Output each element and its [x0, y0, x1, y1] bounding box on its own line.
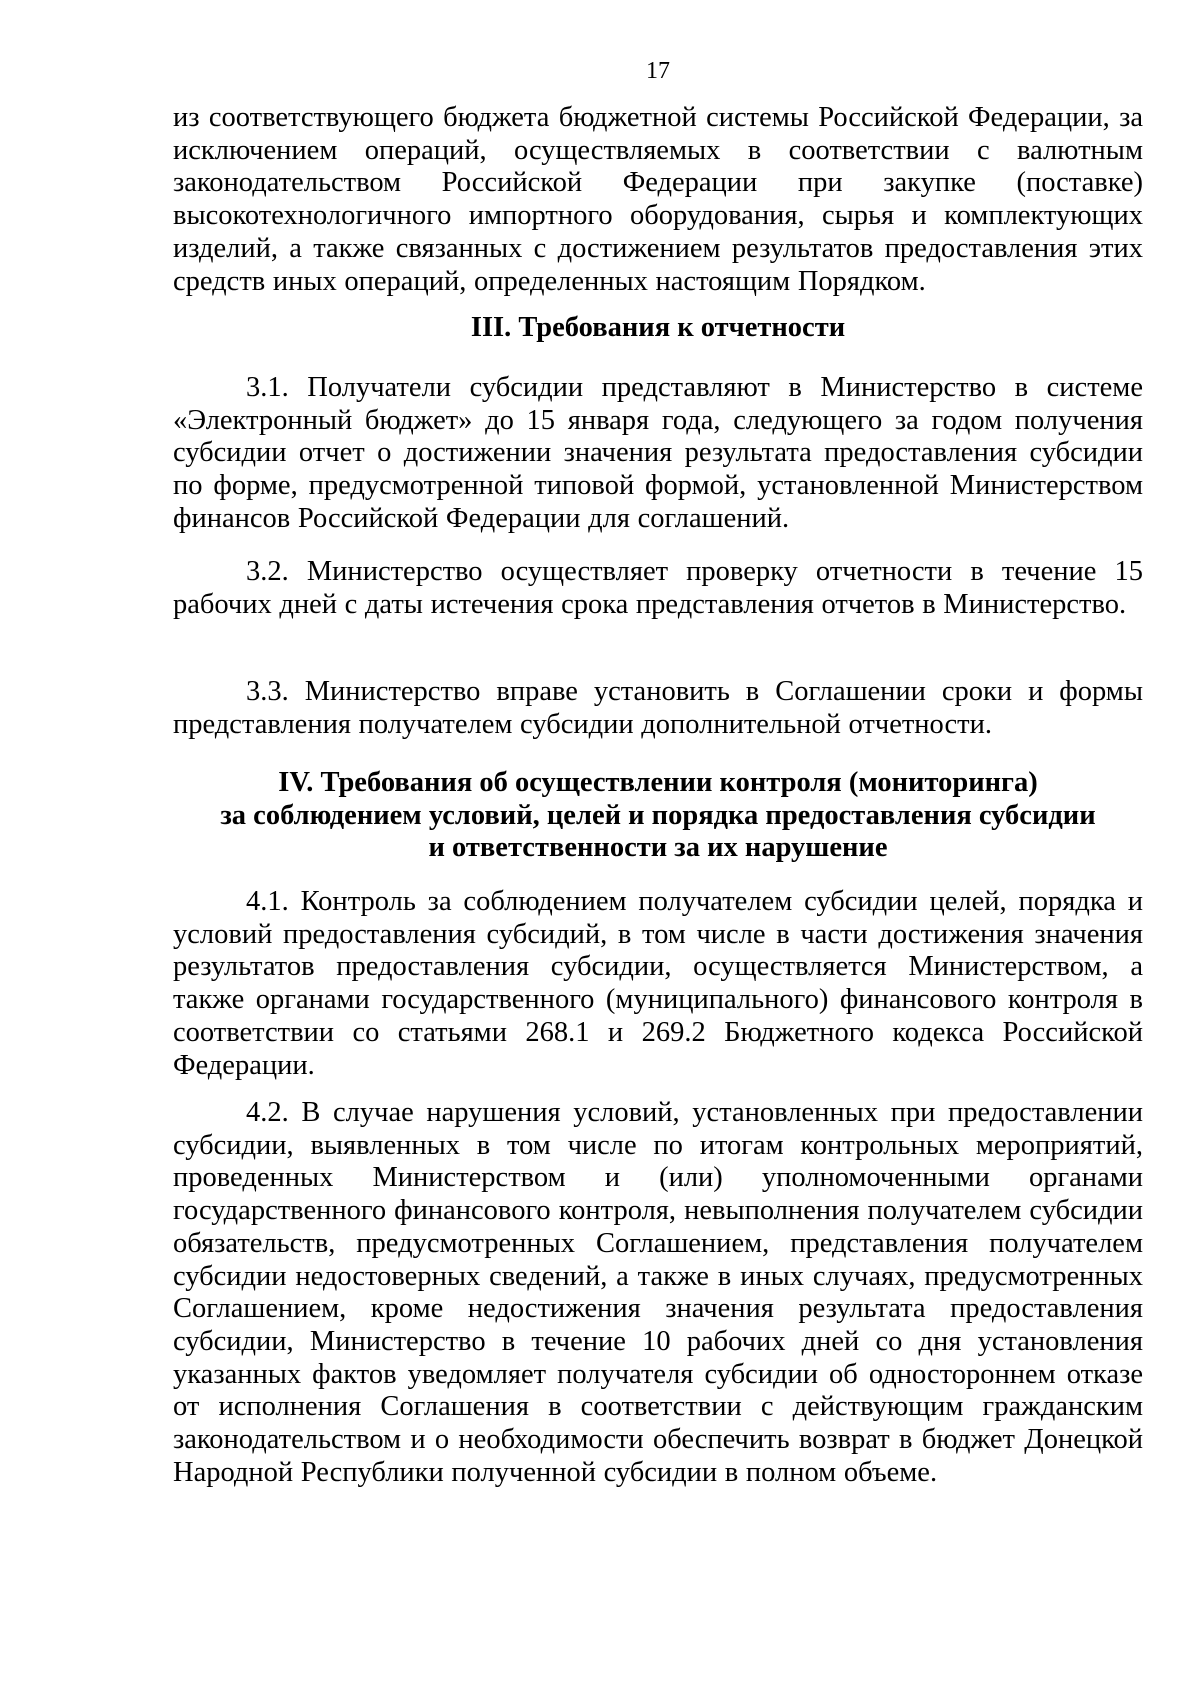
section-4-heading-line-3: и ответственности за их нарушение	[428, 832, 888, 863]
paragraph-3-2: 3.2. Министерство осуществляет проверку отчетности в течение 15 рабочих дней с даты истечения срока представления отчетов в Министерство.	[173, 556, 1143, 620]
section-4-heading-line-1: IV. Требования об осуществлении контроля (мониторинга)	[278, 767, 1038, 798]
page-number: 17	[646, 58, 670, 84]
section-3-heading: III. Требования к отчетности	[470, 312, 846, 343]
paragraph-4-1: 4.1. Контроль за соблюдением получателем субсидии целей, порядка и условий предоставления субсидий, в том числе в части достижения значения результатов предоставления субсидии, осуществляется Министерством, а также органами государственного (муниципального) финансового контроля в соответствии со статьями 268.1 и 269.2 Бюджетного кодекса Российской Федерации.	[173, 886, 1143, 1081]
paragraph-4-2: 4.2. В случае нарушения условий, установленных при предоставлении субсидии, выявленных в том числе по итогам контрольных мероприятий, проведенных Министерством и (или) уполномоченными органами государственного финансового контроля, невыполнения получателем субсидии обязательств, предусмотренных Соглашением, представления получателем субсидии недостоверных сведений, а также в иных случаях, предусмотренных Соглашением, кроме недостижения значения результата предоставления субсидии, Министерство в течение 10 рабочих дней со дня установления указанных фактов уведомляет получателя субсидии об одностороннем отказе от исполнения Соглашения в соответствии с действующим гражданским законодательством и о необходимости обеспечить возврат в бюджет Донецкой Народной Республики полученной субсидии в полном объеме.	[173, 1097, 1143, 1488]
continuation-paragraph: из соответствующего бюджета бюджетной системы Российской Федерации, за исключением операций, осуществляемых в соответствии с валютным законодательством Российской Федерации при закупке (поставке) высокотехнологичного импортного оборудования, сырья и комплектующих изделий, а также связанных с достижением результатов предоставления этих средств иных операций, определенных настоящим Порядком.	[173, 102, 1143, 297]
paragraph-3-1: 3.1. Получатели субсидии представляют в Министерство в системе «Электронный бюджет» до 15 января года, следующего за годом получения субсидии отчет о достижении значения результата предоставления субсидии по форме, предусмотренной типовой формой, установленной Министерством финансов Российской Федерации для соглашений.	[173, 372, 1143, 534]
paragraph-3-3: 3.3. Министерство вправе установить в Соглашении сроки и формы представления получателем субсидии дополнительной отчетности.	[173, 676, 1143, 740]
section-4-heading	[173, 767, 1143, 865]
section-4-heading-line-2: за соблюдением условий, целей и порядка предоставления субсидии	[220, 799, 1096, 831]
